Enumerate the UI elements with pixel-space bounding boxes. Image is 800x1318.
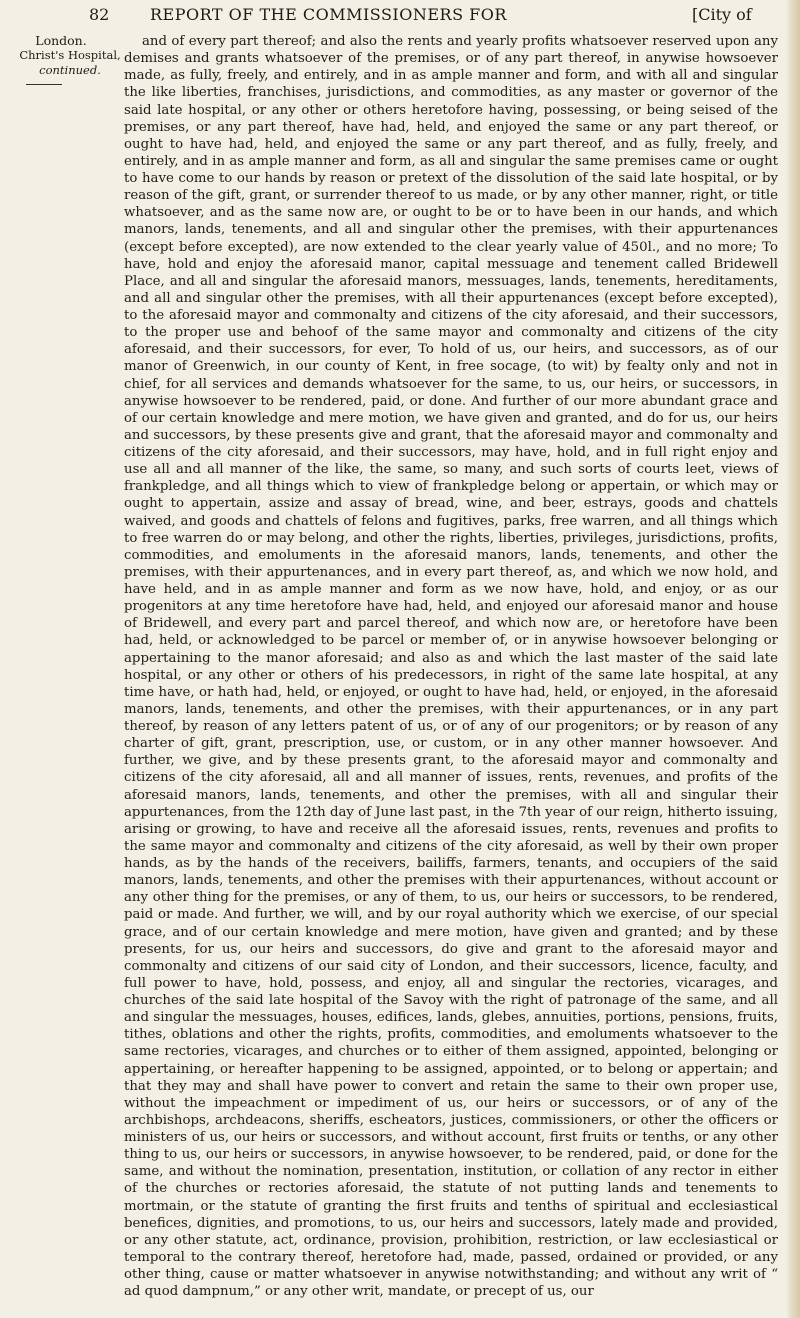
margin-note <box>18 33 122 85</box>
margin-rule <box>26 84 62 85</box>
margin-subject: Christ's Hospital, <box>19 48 121 63</box>
page-number: 82 <box>89 5 110 24</box>
running-section: [City of <box>692 5 752 24</box>
margin-status: continued. <box>39 63 101 78</box>
body-paragraph: and of every part thereof; and also the rents and yearly profits whatsoever reserved upon any demises and grants whatsoever of the premises, or of any part thereof, in anywise howsoever made, as fully, freely, and entirely, and in as ample manner and form, and with all and singular the like liberties, franchises, jurisdictions, and commodities, as any master or governor of the said late hospital, or any other or others heretofore having, possessing, or being seised of the premises, or any part thereof, have had, held, and enjoyed the same or any part thereof, or ought to have had, held, and enjoyed the same or any part thereof, and as fully, freely, and entirely, and in as ample manner and form, as all and singular the same premises came or ought to have come to our hands by reason or pretext of the dissolution of the said late hospital, or by reason of the gift, grant, or surrender thereof to us made, or by any other manner, right, or title whatsoever, and as the same now are, or ought to be or to have been in our hands, and which manors, lands, tenements, and all and singular other the premises, with their appurtenances (except before excepted), are now extended to the clear yearly value of 450l., and no more; To have, hold and enjoy the aforesaid manor, capital messuage and tenement called Bridewell Place, and all and singular the aforesaid manors, messuages, lands, tenements, hereditaments, and all and singular other the premises, with all their appurtenances (except before excepted), to the aforesaid mayor and commonalty and citizens of the city aforesaid, and their successors, to the proper use and behoof of the same mayor and commonalty and citizens of the city aforesaid, and their successors, for ever, To hold of us, our heirs, and successors, as of our manor of Greenwich, in our county of Kent, in free socage, (to wit) by fealty only and not in chief, for all services and demands whatsoever for the same, to us, our heirs, or successors, in anywise howsoever to be rendered, paid, or done. And further of our more abundant grace and of our certain knowledge and mere motion, we have given and granted, and do for us, our heirs and successors, by these presents give and grant, that the aforesaid mayor and commonalty and citizens of the city aforesaid, and their successors, may have, hold, and in full right enjoy and use all and all manner of the like, the same, so many, and such sorts of courts leet, views of frankpledge, and all things which to view of frankpledge belong or appertain, or which may or ought to appertain, assize and assay of bread, wine, and beer, estrays, goods and chattels waived, and goods and chattels of felons and fugitives, parks, free warren, and all things which to free warren do or may belong, and other the rights, liberties, privileges, jurisdictions, profits, commodities, and emoluments in the aforesaid manors, lands, tenements, and other the premises, with their appurtenances, and in every part thereof, as, and which we now hold, and have held, and in as ample manner and form as we now have, hold, and enjoy, or as our progenitors at any time heretofore have had, held, and enjoyed our aforesaid manor and house of Bridewell, and every part and parcel thereof, and which now are, or heretofore have been had, held, or acknowledged to be parcel or member of, or in anywise howsoever belonging or appertaining to the manor aforesaid; and also as and which the last master of the said late hospital, or any other or others of his predecessors, in right of the same late hospital, at any time have, or hath had, held, or enjoyed, or ought to have had, held, or enjoyed, in the aforesaid manors, lands, tenements, and other the premises, with their appurtenances, or in any part thereof, by reason of any letters patent of us, or of any of our progenitors; or by reason of any charter of gift, grant, prescription, use, or custom, or in any other manner howsoever. And further, we give, and by these presents grant, to the aforesaid mayor and commonalty and citizens of the city aforesaid, all and all manner of issues, rents, revenues, and profits of the aforesaid manors, lands, tenements, and other the premises, with all and singular their appurtenances, from the 12th day of June last past, in the 7th year of our reign, hitherto issuing, arising or growing, to have and receive all the aforesaid issues, rents, revenues and profits to the same mayor and commonalty and citizens of the city aforesaid, as well by their own proper hands, as by the hands of the receivers, bailiffs, farmers, tenants, and occupiers of the said manors, lands, tenements, and other the premises with their appurtenances, without account or any other thing for the premises, or any of them, to us, our heirs or successors, to be rendered, paid or made. And further, we will, and by our royal authority which we exercise, of our special grace, and of our certain knowledge and mere motion, have given and granted; and by these presents, for us, our heirs and successors, do give and grant to the aforesaid mayor and commonalty and citizens of our said city of London, and their successors, licence, faculty, and full power to have, hold, possess, and enjoy, all and singular the rectories, vicarages, and churches of the said late hospital of the Savoy with the right of patronage of the same, and all and singular the messuages, houses, edifices, lands, glebes, annuities, portions, pensions, fruits, tithes, oblations and other the rights, profits, commodities, and emoluments whatsoever to the same rectories, vicarages, and churches or to either of them assigned, appointed, belonging or appertaining, or hereafter happening to be assigned, appointed, or to belong or appertain; and that they may and shall have power to convert and retain the same to their own proper use, without the impeachment or impediment of us, our heirs or successors, or of any of the archbishops, archdeacons, sheriffs, escheators, justices, commissioners, or other the officers or ministers of us, our heirs or successors, and without account, first fruits or tenths, or any other thing to us, our heirs or successors, in anywise howsoever, to be rendered, paid, or done for the same, and without the nomination, presentation, institution, or collation of any rector in either of the churches or rectories aforesaid, the statute of not putting lands and tenements to mortmain, or the statute of granting the first fruits and tenths of spiritual and ecclesiastical benefices, dignities, and promotions, to us, our heirs and successors, lately made and provided, or any other statute, act, ordinance, provision, prohibition, restriction, or law ecclesiastical or temporal to the contrary thereof, heretofore had, made, passed, ordained or provided, or any other thing, cause or matter whatsoever in anywise notwithstanding; and without any writ of “ ad quod dampnum,” or any other writ, mandate, or precept of us, our <box>124 34 778 1300</box>
running-title: REPORT OF THE COMMISSIONERS FOR <box>150 5 507 24</box>
page-edge <box>786 0 800 1318</box>
margin-place: London. <box>35 33 87 48</box>
